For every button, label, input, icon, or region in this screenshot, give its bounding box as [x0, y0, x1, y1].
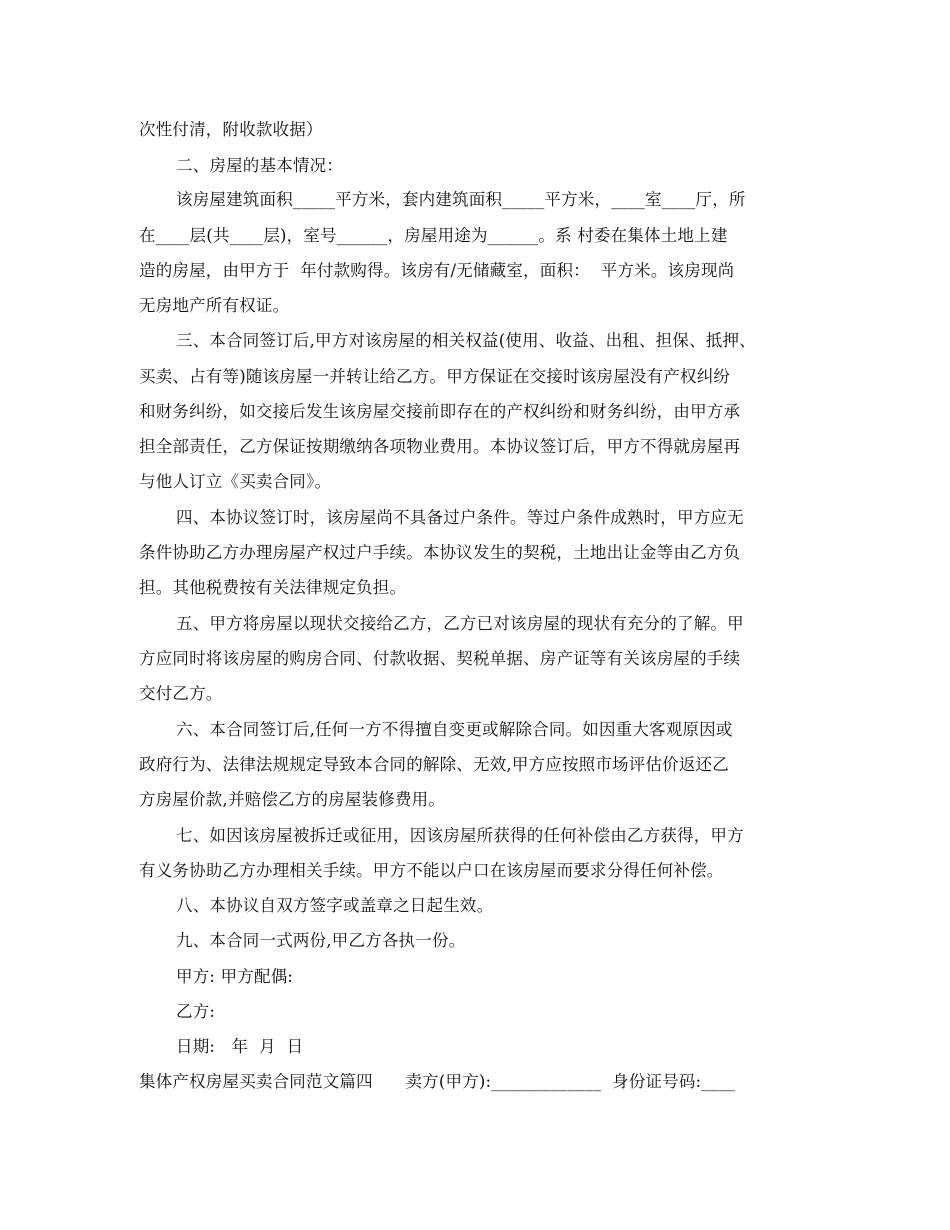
text-line-16: 方应同时将该房屋的购房合同、付款收据、契税单据、房产证等有关该房屋的手续 — [139, 649, 741, 668]
text-line-10: 担全部责任，乙方保证按期缴纳各项物业费用。本协议签订后，甲方不得就房屋再 — [139, 437, 741, 456]
text-line-6: 无房地产所有权证。 — [139, 296, 290, 315]
section-8-paragraph: 八、本协议自双方签字或盖章之日起生效。 — [176, 896, 494, 915]
party-a-signature-line: 甲方: 甲方配偶: — [176, 967, 294, 986]
section-5-paragraph: 五、甲方将房屋以现状交接给乙方，乙方已对该房屋的现状有充分的了解。甲 — [176, 614, 744, 633]
section-6-paragraph: 六、本合同签订后,任何一方不得擅自变更或解除合同。如因重大客观原因或 — [176, 720, 733, 739]
text-line-1: 次性付清，附收款收据） — [139, 120, 323, 139]
text-line-20: 方房屋价款,并赔偿乙方的房屋装修费用。 — [139, 790, 446, 809]
text-line-11: 与他人订立《买卖合同》。 — [139, 472, 332, 491]
section-3-paragraph: 三、本合同签订后,甲方对该房屋的相关权益(使用、收益、出租、担保、抵押、 — [176, 331, 756, 350]
section-7-paragraph: 七、如因该房屋被拆迁或征用，因该房屋所获得的任何补偿由乙方获得，甲方 — [176, 826, 744, 845]
text-line-22: 有义务协助乙方办理相关手续。甲方不能以户口在该房屋而要求分得任何补偿。 — [139, 861, 724, 880]
text-line-5: 造的房屋，由甲方于 年付款购得。该房有/无储藏室，面积： 平方米。该房现尚 — [139, 261, 735, 280]
text-line-17: 交付乙方。 — [139, 684, 223, 703]
text-line-14: 担。其他税费按有关法律规定负担。 — [139, 578, 407, 597]
date-line: 日期: 年 月 日 — [176, 1037, 304, 1056]
text-line-19: 政府行为、法律法规规定导致本合同的解除、无效,甲方应按照市场评估价返还乙 — [139, 755, 729, 774]
section-2-heading: 二、房屋的基本情况： — [176, 156, 343, 175]
party-b-signature-line: 乙方: — [176, 1002, 216, 1021]
text-line-8: 买卖、占有等)随该房屋一并转让给乙方。甲方保证在交接时该房屋没有产权纠纷 — [139, 367, 731, 386]
section-4-paragraph: 四、本协议签订时，该房屋尚不具备过户条件。等过户条件成熟时，甲方应无 — [176, 508, 744, 527]
text-line-3: 该房屋建筑面积_____平方米，套内建筑面积_____平方米，____室____厅，所 — [176, 190, 746, 209]
text-line-4: 在____层(共____层)，室号______，房屋用途为______。系 村委在集体土地上建 — [139, 226, 728, 245]
next-contract-heading-line: 集体产权房屋买卖合同范文篇四 卖方(甲方):_____________ 身份证号码:____ — [139, 1072, 736, 1091]
text-line-9: 和财务纠纷，如交接后发生该房屋交接前即存在的产权纠纷和财务纠纷，由甲方承 — [139, 402, 741, 421]
section-9-paragraph: 九、本合同一式两份,甲乙方各执一份。 — [176, 931, 466, 950]
text-line-13: 条件协助乙方办理房屋产权过户手续。本协议发生的契税，土地出让金等由乙方负 — [139, 543, 741, 562]
